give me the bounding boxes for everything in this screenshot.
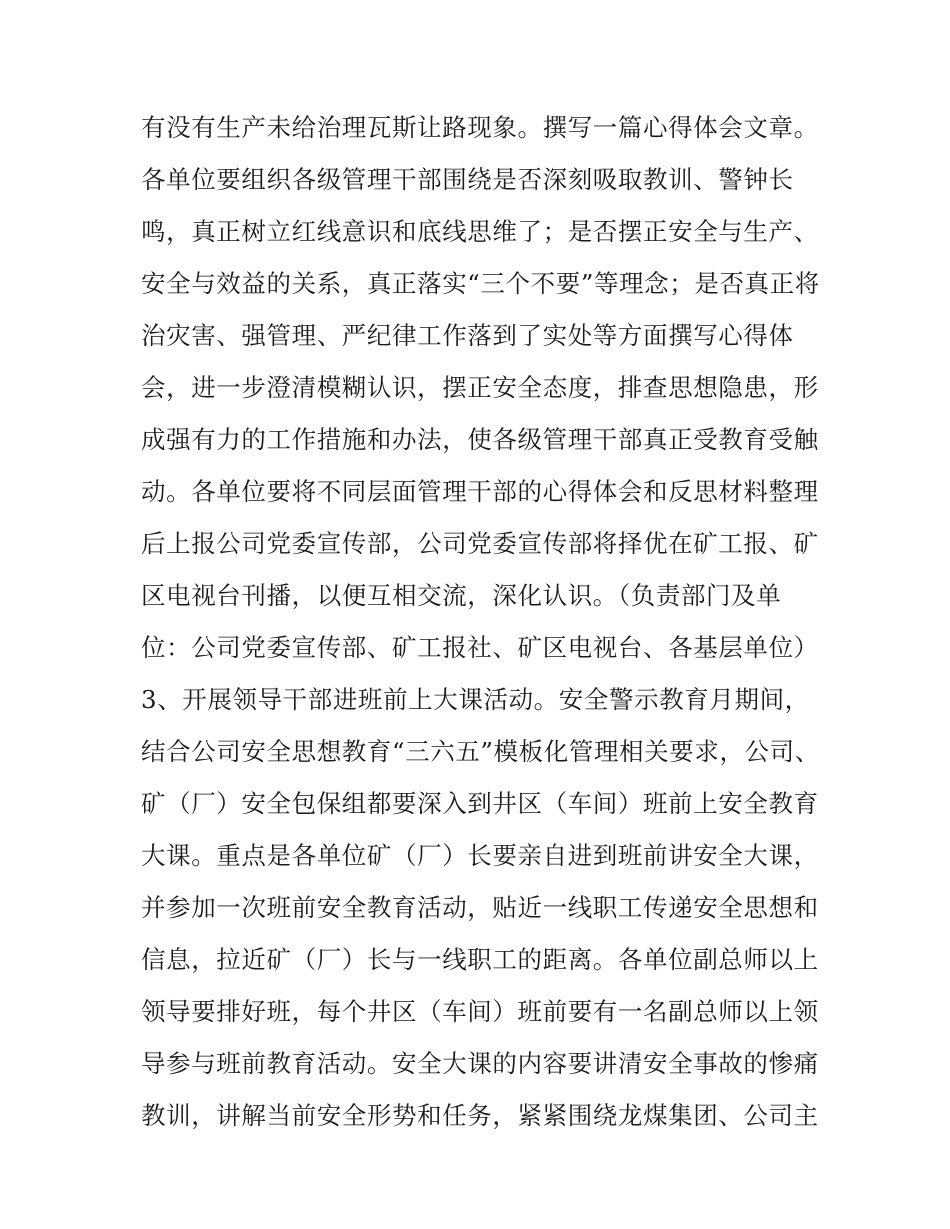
text-line: 3、开展领导干部进班前上大课活动。安全警示教育月期间， [141,685,810,714]
text-line: 有没有生产未给治理瓦斯让路现象。撰写一篇心得体会文章。 [141,113,819,142]
text-line: 结合公司安全思想教育“三六五”模板化管理相关要求，公司、 [141,737,820,766]
text-line: 安全与效益的关系，真正落实“三个不要”等理念；是否真正将 [141,269,820,298]
text-line: 矿（厂）安全包保组都要深入到井区（车间）班前上安全教育 [141,789,819,818]
text-line: 鸣，真正树立红线意识和底线思维了；是否摆正安全与生产、 [141,217,819,246]
text-line: 位：公司党委宣传部、矿工报社、矿区电视台、各基层单位） [141,633,819,662]
text-line: 领导要排好班，每个井区（车间）班前要有一名副总师以上领 [141,997,819,1026]
text-line: 信息，拉近矿（厂）长与一线职工的距离。各单位副总师以上 [141,945,819,974]
text-line: 成强有力的工作措施和办法，使各级管理干部真正受教育受触 [141,425,819,454]
text-line: 会，进一步澄清模糊认识，摆正安全态度，排查思想隐患，形 [141,373,819,402]
text-line: 各单位要组织各级管理干部围绕是否深刻吸取教训、警钟长 [141,165,794,194]
text-line: 大课。重点是各单位矿（厂）长要亲自进到班前讲安全大课， [141,841,819,870]
text-line: 区电视台刊播，以便互相交流，深化认识。（负责部门及单 [141,581,782,610]
text-line: 动。各单位要将不同层面管理干部的心得体会和反思材料整理 [141,477,819,506]
text-line: 教训，讲解当前安全形势和任务，紧紧围绕龙煤集团、公司主 [141,1101,819,1130]
text-line: 治灾害、强管理、严纪律工作落到了实处等方面撰写心得体 [141,321,794,350]
text-line: 后上报公司党委宣传部，公司党委宣传部将择优在矿工报、矿 [141,529,819,558]
text-line: 导参与班前教育活动。安全大课的内容要讲清安全事故的惨痛 [141,1049,819,1078]
text-line: 并参加一次班前安全教育活动，贴近一线职工传递安全思想和 [141,893,819,922]
